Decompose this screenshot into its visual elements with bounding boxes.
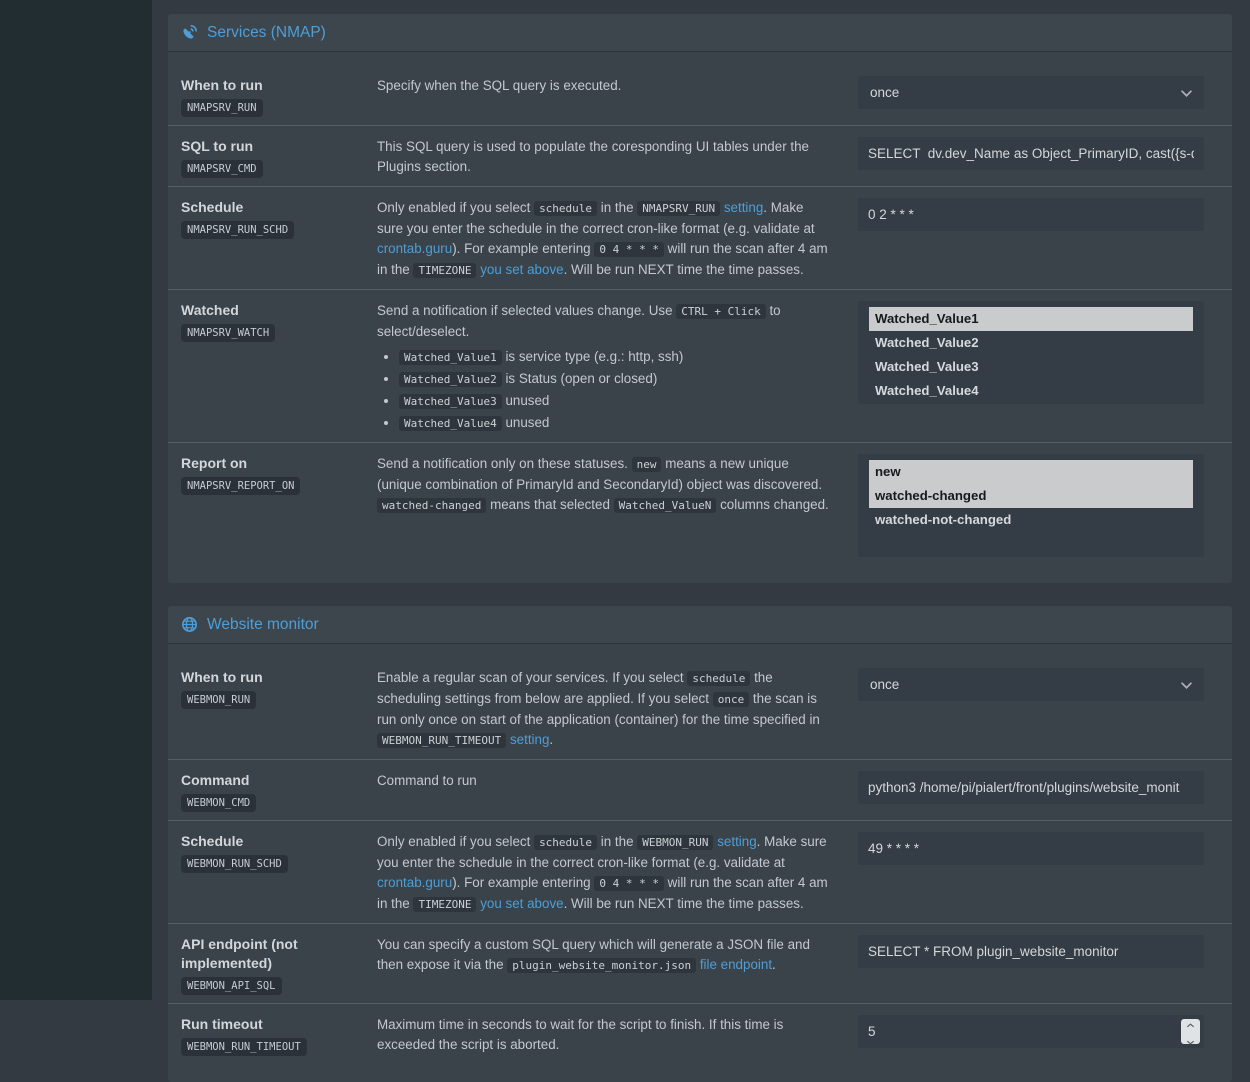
setting-label-column bbox=[181, 301, 377, 434]
setting-key-chip: WEBMON_RUN_TIMEOUT bbox=[181, 1038, 307, 1056]
description-text: . Will be run NEXT time the time passes. bbox=[563, 896, 804, 911]
description-link[interactable]: crontab.guru bbox=[377, 241, 453, 256]
WEBMON_RUN_SCHD-field bbox=[858, 832, 1204, 865]
inline-code-chip: TIMEZONE bbox=[413, 263, 476, 278]
setting-label: Report on bbox=[181, 455, 248, 471]
setting-row-WEBMON_RUN bbox=[168, 644, 1232, 759]
inline-code-chip: plugin_website_monitor.json bbox=[507, 958, 696, 973]
inline-code-chip: Watched_Value4 bbox=[399, 416, 502, 431]
description-text: Enable a regular scan of your services. If you select bbox=[377, 670, 688, 685]
setting-description bbox=[377, 668, 858, 751]
description-text: ). For example entering bbox=[452, 875, 595, 890]
inline-code-chip: schedule bbox=[534, 835, 597, 850]
setting-description bbox=[377, 301, 858, 434]
inline-code-chip: WEBMON_RUN_TIMEOUT bbox=[377, 733, 506, 748]
setting-label: Run timeout bbox=[181, 1016, 263, 1032]
setting-control-column bbox=[858, 76, 1204, 117]
description-link[interactable]: setting bbox=[723, 200, 764, 215]
description-text: in the bbox=[597, 834, 638, 849]
setting-description bbox=[377, 935, 858, 995]
description-text: Specify when the SQL query is executed. bbox=[377, 78, 622, 93]
setting-control-column bbox=[858, 137, 1204, 178]
section-title: Services (NMAP) bbox=[207, 24, 326, 41]
WEBMON_RUN_TIMEOUT-field bbox=[858, 1015, 1204, 1048]
setting-row-WEBMON_RUN_SCHD bbox=[168, 820, 1232, 923]
setting-label-column bbox=[181, 668, 377, 751]
WEBMON_API_SQL-input[interactable] bbox=[858, 935, 1204, 968]
setting-key-chip: NMAPSRV_REPORT_ON bbox=[181, 477, 300, 495]
NMAPSRV_RUN_SCHD-field bbox=[858, 198, 1204, 231]
inline-code-chip: schedule bbox=[534, 201, 597, 216]
NMAPSRV_RUN-select[interactable] bbox=[858, 76, 1204, 109]
section-body bbox=[168, 52, 1232, 583]
description-text: You can specify a custom SQL query which will generate a JSON file and then expose it via the bbox=[377, 937, 810, 972]
NMAPSRV_REPORT_ON-option-watched-changed[interactable]: watched-changed bbox=[869, 484, 1193, 508]
stepper-up-button[interactable] bbox=[1186, 1016, 1195, 1031]
NMAPSRV_WATCH-option-watched-value4[interactable]: Watched_Value4 bbox=[875, 383, 979, 398]
setting-control-column bbox=[858, 1015, 1204, 1056]
bullet-item bbox=[399, 412, 832, 434]
setting-label-column bbox=[181, 454, 377, 557]
setting-label-column bbox=[181, 935, 377, 995]
setting-control-column bbox=[858, 668, 1204, 751]
setting-description bbox=[377, 832, 858, 915]
description-text: will run the scan after 4 am in the bbox=[377, 241, 828, 277]
inline-code-chip: Watched_Value2 bbox=[399, 372, 502, 387]
NMAPSRV_WATCH-multiselect[interactable] bbox=[858, 301, 1204, 404]
NMAPSRV_WATCH-option-watched-value2[interactable]: Watched_Value2 bbox=[875, 335, 979, 350]
setting-label-column bbox=[181, 76, 377, 117]
section-header bbox=[168, 606, 1232, 644]
bullet-item bbox=[399, 368, 832, 390]
description-text: . Make sure you enter the schedule in the correct cron-like format (e.g. validate at bbox=[377, 834, 827, 870]
globe-icon bbox=[181, 616, 198, 633]
setting-key-chip: WEBMON_CMD bbox=[181, 794, 256, 812]
settings-section-services-nmap bbox=[168, 14, 1232, 583]
WEBMON_CMD-field bbox=[858, 771, 1204, 804]
setting-control-column bbox=[858, 198, 1204, 281]
description-text: Send a notification only on these statuses. bbox=[377, 456, 632, 471]
WEBMON_RUN-select[interactable] bbox=[858, 668, 1204, 701]
setting-label-column bbox=[181, 832, 377, 915]
setting-label-column bbox=[181, 137, 377, 178]
WEBMON_RUN_TIMEOUT-number-input[interactable] bbox=[858, 1015, 1204, 1048]
description-link[interactable]: file endpoint bbox=[699, 957, 773, 972]
setting-label: Command bbox=[181, 772, 250, 788]
chevron-down-icon bbox=[1181, 677, 1192, 692]
bullet-item bbox=[399, 346, 832, 368]
description-text: will run the scan after 4 am in the bbox=[377, 875, 828, 911]
NMAPSRV_CMD-input[interactable] bbox=[858, 137, 1204, 170]
NMAPSRV_REPORT_ON-option-watched-not-changed[interactable]: watched-not-changed bbox=[875, 512, 1012, 527]
setting-key-chip: WEBMON_API_SQL bbox=[181, 977, 282, 995]
WEBMON_RUN_SCHD-input[interactable] bbox=[858, 832, 1204, 865]
description-text: unused bbox=[501, 415, 550, 430]
setting-row-NMAPSRV_REPORT_ON bbox=[168, 442, 1232, 583]
NMAPSRV_REPORT_ON-multiselect[interactable] bbox=[858, 454, 1204, 557]
description-text: . bbox=[772, 957, 776, 972]
description-text: . bbox=[549, 732, 554, 747]
setting-label-column bbox=[181, 1015, 377, 1056]
NMAPSRV_REPORT_ON-option-new[interactable]: new bbox=[869, 460, 1193, 484]
setting-control-column bbox=[858, 454, 1204, 557]
description-text: . Make sure you enter the schedule in the correct cron-like format (e.g. validate at bbox=[377, 200, 815, 236]
description-text: is service type (e.g.: http, ssh) bbox=[501, 349, 684, 364]
description-text: Only enabled if you select bbox=[377, 200, 535, 215]
inline-code-chip: Watched_Value1 bbox=[399, 350, 502, 365]
setting-label-column bbox=[181, 771, 377, 812]
setting-description bbox=[377, 198, 858, 281]
setting-control-column bbox=[858, 771, 1204, 812]
inline-code-chip: Watched_ValueN bbox=[614, 498, 717, 513]
section-title: Website monitor bbox=[207, 616, 319, 633]
description-text: means a new unique (unique combination of PrimaryId and SecondaryId) object was discovered. bbox=[377, 456, 823, 492]
description-text: means that selected bbox=[486, 497, 614, 512]
inline-code-chip: NMAPSRV_RUN bbox=[637, 201, 720, 216]
WEBMON_CMD-input[interactable] bbox=[858, 771, 1204, 804]
setting-label: SQL to run bbox=[181, 138, 254, 154]
setting-row-NMAPSRV_CMD bbox=[168, 125, 1232, 186]
setting-control-column bbox=[858, 935, 1204, 995]
stepper-down-button[interactable] bbox=[1186, 1033, 1195, 1048]
setting-description bbox=[377, 771, 858, 812]
setting-label: When to run bbox=[181, 669, 263, 685]
description-text: Only enabled if you select bbox=[377, 834, 535, 849]
inline-code-chip: TIMEZONE bbox=[413, 897, 476, 912]
number-stepper[interactable] bbox=[1181, 1019, 1200, 1044]
setting-description bbox=[377, 1015, 858, 1056]
bullet-item bbox=[399, 390, 832, 412]
description-text: columns changed. bbox=[716, 497, 829, 512]
description-text: is Status (open or closed) bbox=[501, 371, 658, 386]
description-text: Command to run bbox=[377, 773, 477, 788]
setting-row-WEBMON_API_SQL bbox=[168, 923, 1232, 1003]
inline-code-chip: CTRL + Click bbox=[676, 304, 765, 319]
description-bullet-list bbox=[377, 346, 832, 434]
setting-description bbox=[377, 137, 858, 178]
description-link[interactable]: setting bbox=[717, 834, 757, 849]
satellite-dish-icon bbox=[181, 24, 198, 41]
NMAPSRV_RUN_SCHD-input[interactable] bbox=[858, 198, 1204, 231]
inline-code-chip: watched-changed bbox=[377, 498, 486, 513]
description-text: ). For example entering bbox=[452, 241, 595, 256]
description-text: This SQL query is used to populate the coresponding UI tables under the Plugins section. bbox=[377, 139, 809, 174]
setting-row-NMAPSRV_RUN_SCHD bbox=[168, 186, 1232, 289]
setting-label: Schedule bbox=[181, 199, 244, 215]
setting-label: API endpoint (not implemented) bbox=[181, 936, 298, 971]
inline-code-chip: new bbox=[632, 457, 662, 472]
inline-code-chip: 0 4 * * * bbox=[594, 876, 664, 891]
settings-content bbox=[152, 0, 1250, 1082]
NMAPSRV_CMD-field bbox=[858, 137, 1204, 170]
description-link[interactable]: crontab.guru bbox=[377, 875, 453, 890]
inline-code-chip: once bbox=[713, 692, 750, 707]
inline-code-chip: WEBMON_RUN bbox=[637, 835, 713, 850]
description-text: to select/deselect. bbox=[377, 303, 781, 339]
WEBMON_API_SQL-field bbox=[858, 935, 1204, 968]
setting-label: Watched bbox=[181, 302, 239, 318]
NMAPSRV_WATCH-option-watched-value3[interactable]: Watched_Value3 bbox=[875, 359, 979, 374]
setting-row-NMAPSRV_RUN bbox=[168, 52, 1232, 125]
setting-key-chip: NMAPSRV_RUN bbox=[181, 99, 263, 117]
description-text: the scheduling settings from below are applied. If you select bbox=[377, 670, 773, 706]
section-header bbox=[168, 14, 1232, 52]
setting-key-chip: NMAPSRV_WATCH bbox=[181, 324, 275, 342]
setting-description bbox=[377, 454, 858, 557]
description-text: Maximum time in seconds to wait for the script to finish. If this time is exceeded the script is aborted. bbox=[377, 1017, 784, 1052]
setting-label-column bbox=[181, 198, 377, 281]
setting-row-WEBMON_CMD bbox=[168, 759, 1232, 820]
description-text: Send a notification if selected values change. Use bbox=[377, 303, 677, 318]
setting-row-WEBMON_RUN_TIMEOUT bbox=[168, 1003, 1232, 1082]
setting-key-chip: WEBMON_RUN bbox=[181, 691, 256, 709]
inline-code-chip: 0 4 * * * bbox=[594, 242, 664, 257]
setting-label: When to run bbox=[181, 77, 263, 93]
select-value: once bbox=[870, 677, 900, 692]
inline-code-chip: Watched_Value3 bbox=[399, 394, 502, 409]
inline-code-chip: schedule bbox=[687, 671, 750, 686]
description-text: unused bbox=[501, 393, 550, 408]
setting-label: Schedule bbox=[181, 833, 244, 849]
select-value: once bbox=[870, 85, 900, 100]
settings-section-website-monitor bbox=[168, 606, 1232, 1082]
setting-row-NMAPSRV_WATCH bbox=[168, 289, 1232, 442]
setting-control-column bbox=[858, 832, 1204, 915]
description-text: . Will be run NEXT time the time passes. bbox=[563, 262, 804, 277]
setting-key-chip: WEBMON_RUN_SCHD bbox=[181, 855, 288, 873]
NMAPSRV_WATCH-option-watched-value1[interactable]: Watched_Value1 bbox=[869, 307, 1193, 331]
setting-control-column bbox=[858, 301, 1204, 434]
setting-key-chip: NMAPSRV_CMD bbox=[181, 160, 263, 178]
description-text: in the bbox=[597, 200, 638, 215]
setting-key-chip: NMAPSRV_RUN_SCHD bbox=[181, 221, 294, 239]
description-link[interactable]: setting bbox=[509, 732, 550, 747]
chevron-down-icon bbox=[1181, 85, 1192, 100]
description-link[interactable]: you set above bbox=[480, 262, 564, 277]
sidebar bbox=[0, 0, 152, 1000]
description-text: the scan is run only once on start of the application (container) for the time specified in bbox=[377, 691, 820, 727]
description-link[interactable]: you set above bbox=[480, 896, 564, 911]
setting-description bbox=[377, 76, 858, 117]
section-body bbox=[168, 644, 1232, 1082]
